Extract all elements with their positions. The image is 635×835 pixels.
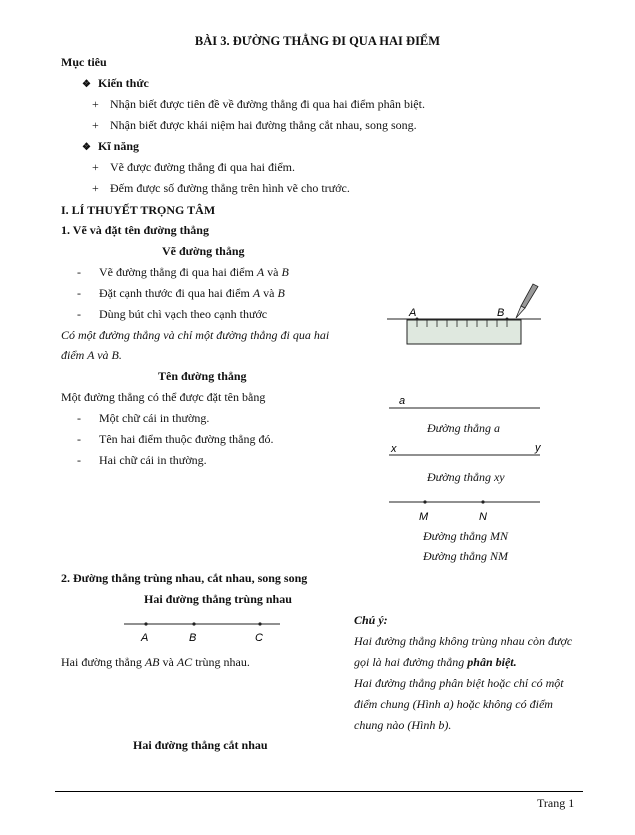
caption: Đường thẳng a: [427, 421, 500, 435]
line-label-x: x: [391, 443, 397, 455]
section-heading: I. LÍ THUYẾT TRỌNG TÂM: [61, 203, 216, 217]
list-item: + Nhận biết được khái niệm hai đường thẳng cắt nhau, song song.: [92, 118, 417, 132]
note-text: điểm chung (Hình a) hoặc không có điểm: [354, 697, 553, 711]
ten-duong-thang-heading: Tên đường thẳng: [158, 369, 247, 383]
list-item: - Vẽ đường thẳng đi qua hai điểm A và B: [77, 265, 289, 279]
point-label-b: B: [497, 307, 505, 319]
footer-divider: [55, 791, 583, 792]
muc-tieu-heading: Mục tiêu: [61, 55, 107, 69]
trung-nhau-text: Hai đường thẳng AB và AC trùng nhau.: [61, 655, 250, 669]
subsection-heading: 2. Đường thẳng trùng nhau, cắt nhau, song song: [61, 571, 308, 585]
subsection-heading: 1. Vẽ và đặt tên đường thẳng: [61, 223, 209, 237]
list-item: + Vẽ được đường thẳng đi qua hai điểm.: [92, 160, 295, 174]
intro-text: Một đường thẳng có thể được đặt tên bằng: [61, 390, 266, 404]
ruler-rect: [407, 320, 521, 344]
caption: Đường thẳng NM: [423, 549, 508, 563]
list-item: + Nhận biết được tiên đề về đường thẳng đi qua hai điểm phân biệt.: [92, 97, 425, 111]
note-text: chung nào (Hình b).: [354, 718, 452, 732]
line-label-y: y: [535, 442, 541, 454]
list-item: - Dùng bút chì vạch theo cạnh thước: [77, 307, 268, 321]
ruler-figure: [385, 280, 545, 348]
list-item: - Hai chữ cái in thường.: [77, 453, 207, 467]
diamond-bullet-icon: ❖: [82, 79, 91, 90]
page-title: BÀI 3. ĐƯỜNG THẲNG ĐI QUA HAI ĐIỂM: [194, 34, 441, 48]
ve-duong-thang-heading: Vẽ đường thẳng: [162, 244, 245, 258]
cat-nhau-heading: Hai đường thẳng cắt nhau: [133, 738, 268, 752]
ki-nang-heading: ❖ Kĩ năng: [82, 139, 140, 153]
line-a-figure: [385, 390, 545, 414]
line-label-a: a: [399, 395, 406, 407]
pencil-icon: [516, 284, 538, 318]
line-xy-figure: [385, 440, 545, 464]
diamond-bullet-icon: ❖: [82, 142, 91, 153]
point-label-a: A: [409, 307, 417, 319]
list-item: + Đếm được số đường thẳng trên hình vẽ cho trước.: [92, 181, 350, 195]
line-mn-figure: [385, 494, 545, 524]
point-label-n: N: [479, 511, 487, 523]
chu-y-label: Chú ý:: [354, 613, 388, 627]
list-item: - Tên hai điểm thuộc đường thẳng đó.: [77, 432, 274, 446]
point-label-b: B: [189, 632, 197, 644]
note-text: Hai đường thẳng phân biệt hoặc chỉ có một: [354, 676, 564, 690]
list-item: - Đặt cạnh thước đi qua hai điểm A và B: [77, 286, 285, 300]
kien-thuc-heading: ❖ Kiến thức: [82, 76, 149, 90]
page-number: Trang 1: [537, 796, 575, 810]
line-abc-figure: [120, 614, 285, 646]
note-text: điểm A và B.: [61, 348, 122, 362]
point-label-a: A: [141, 632, 149, 644]
point-label-m: M: [419, 511, 429, 523]
note-text: Có một đường thẳng và chỉ một đường thẳng đi qua hai: [61, 328, 330, 342]
trung-nhau-heading: Hai đường thẳng trùng nhau: [144, 592, 292, 606]
note-text: Hai đường thẳng không trùng nhau còn được: [354, 634, 573, 648]
caption: Đường thẳng MN: [423, 529, 508, 543]
caption: Đường thẳng xy: [427, 470, 505, 484]
list-item: - Một chữ cái in thường.: [77, 411, 210, 425]
point-label-c: C: [255, 632, 263, 644]
note-text: gọi là hai đường thẳng phân biệt.: [354, 655, 517, 669]
